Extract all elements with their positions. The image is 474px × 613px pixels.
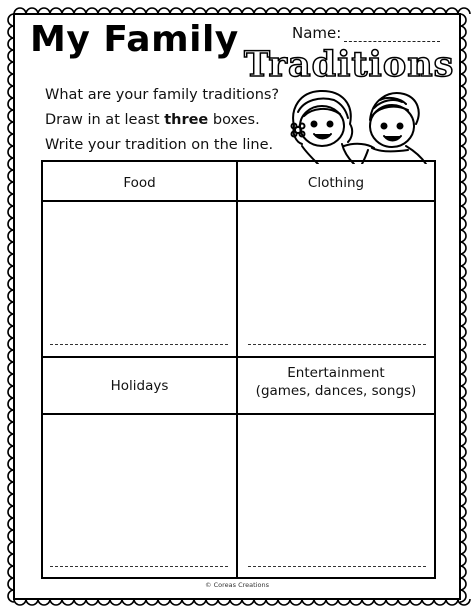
instruction-1: What are your family traditions?: [45, 87, 280, 103]
writing-line-food[interactable]: [50, 344, 228, 345]
title-my-family: My Family: [30, 19, 239, 60]
instruction-2-bold: three: [164, 112, 209, 128]
instruction-2-end: boxes.: [212, 112, 260, 128]
entertainment-title: Entertainment: [287, 365, 385, 381]
instruction-3: Write your tradition on the line.: [45, 137, 274, 153]
box-label-food: Food: [123, 175, 156, 191]
copyright-footer: © Coreas Creations: [205, 581, 269, 589]
name-input-line[interactable]: [344, 41, 440, 42]
writing-line-entertainment[interactable]: [248, 566, 426, 567]
box-label-holidays: Holidays: [110, 378, 169, 394]
grid-divider-2: [41, 356, 436, 358]
grid-divider-3: [41, 413, 436, 415]
writing-line-clothing[interactable]: [248, 344, 426, 345]
instruction-2-start: Draw in at least: [45, 112, 160, 128]
instruction-2: [45, 113, 260, 128]
entertainment-subtitle: (games, dances, songs): [255, 383, 417, 400]
name-label: Name:: [292, 24, 342, 42]
box-label-entertainment: [238, 364, 434, 400]
writing-line-holidays[interactable]: [50, 566, 228, 567]
grid-divider-1: [41, 200, 436, 202]
title-traditions: Traditions: [244, 44, 455, 85]
box-label-clothing: Clothing: [307, 175, 365, 191]
two-children-icon: [284, 86, 434, 164]
